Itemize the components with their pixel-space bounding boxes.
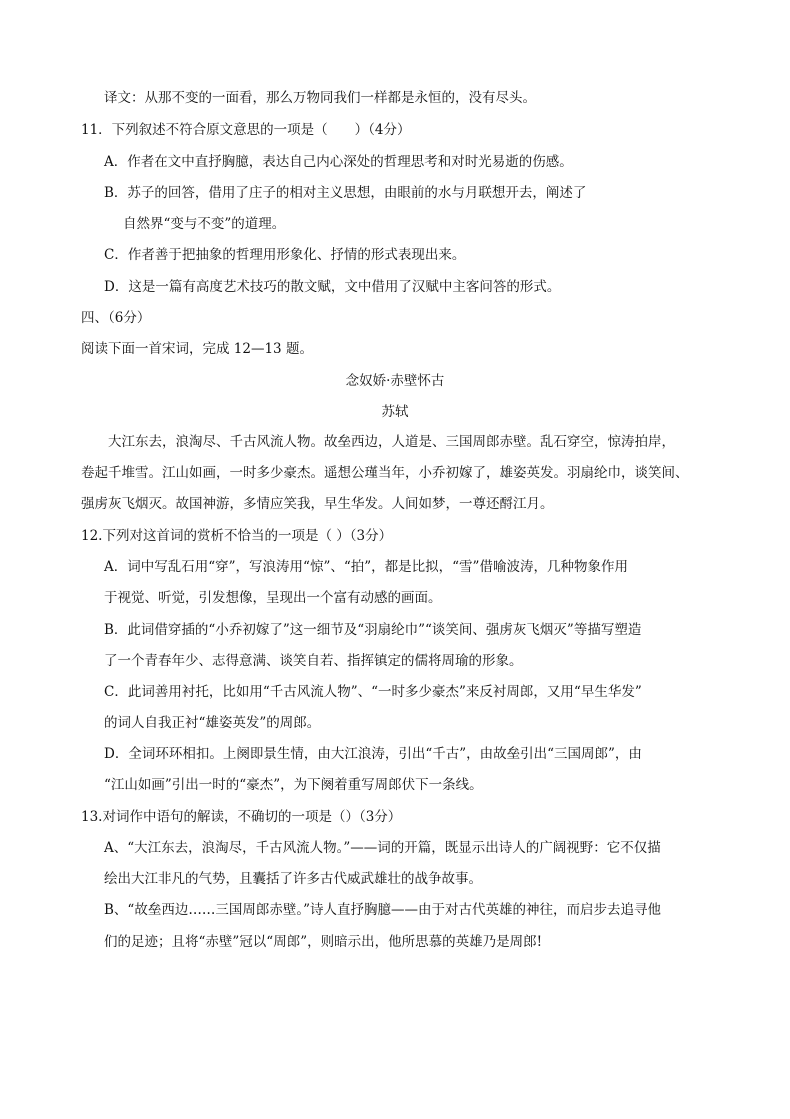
question-11-option-b-cont: 自然界“变与不变”的道理。: [123, 216, 286, 232]
question-11-option-d: D．这是一篇有高度艺术技巧的散文赋，文中借用了汉赋中主客问答的形式。: [104, 279, 561, 295]
poem-title: 念奴娇·赤壁怀古: [345, 373, 445, 389]
question-13-option-b-cont: 们的足迹；且将“赤壁”冠以“周郎”，则暗示出，他所思慕的英雄乃是周郎!: [104, 934, 543, 950]
question-12-option-b: B．此词借穿插的“小乔初嫁了”这一细节及“羽扇纶巾”“谈笑间、强虏灰飞烟灭”等描写塑造: [104, 622, 642, 638]
question-11-stem: 11．下列叙述不符合原文意思的一项是（ ）（4分）: [81, 122, 411, 138]
question-13-option-a-cont: 绘出大江非凡的气势，且囊括了许多古代威武雄壮的战争故事。: [104, 871, 482, 887]
question-11-option-a: A．作者在文中直抒胸臆，表达自己内心深处的哲理思考和对时光易逝的伤感。: [104, 154, 573, 170]
question-12-option-c-cont: 的词人自我正衬“雄姿英发”的周郎。: [104, 715, 321, 731]
translation-line: 译文：从那不变的一面看，那么万物同我们一样都是永恒的，没有尽头。: [104, 90, 536, 106]
question-12-option-d-cont: “江山如画”引出一时的“豪杰”，为下阕着重写周郎伏下一条线。: [104, 777, 483, 793]
poem-line-3: 强虏灰飞烟灭。故国神游，多情应笑我，早生华发。人间如梦，一尊还酹江月。: [81, 496, 554, 512]
question-12-option-a-cont: 于视觉、听觉，引发想像，呈现出一个富有动感的画面。: [104, 590, 442, 606]
question-12-stem: 12.下列对这首词的赏析不恰当的一项是（ ）（3分）: [81, 528, 393, 544]
question-12-option-d: D．全词环环相扣。上阕即景生情，由大江浪涛，引出“千古”，由故垒引出“三国周郎”，由: [104, 746, 642, 762]
question-11-option-c: C．作者善于把抽象的哲理用形象化、抒情的形式表现出来。: [104, 247, 466, 263]
question-11-option-b: B．苏子的回答，借用了庄子的相对主义思想，由眼前的水与月联想开去，阐述了: [104, 185, 587, 201]
question-12-option-c: C．此词善用衬托，比如用“千古风流人物”、“一时多少豪杰”来反衬周郎，又用“早生华发”: [104, 684, 642, 700]
poem-line-1: 大江东去，浪淘尽、千古风流人物。故垒西边，人道是、三国周郎赤壁。乱石穿空，惊涛拍岸，: [108, 434, 675, 450]
question-12-option-b-cont: 了一个青春年少、志得意满、谈笑自若、指挥镇定的儒将周瑜的形象。: [104, 653, 523, 669]
question-12-option-a: A．词中写乱石用“穿”，写浪涛用“惊”、“拍”，都是比拟，“雪”借喻波涛，几种物象作用: [104, 559, 628, 575]
question-13-stem: 13.对词作中语句的解读，不确切的一项是（）（3分）: [81, 809, 402, 825]
poem-line-2: 卷起千堆雪。江山如画，一时多少豪杰。遥想公瑾当年，小乔初嫁了，雄姿英发。羽扇纶巾，谈笑间、: [81, 465, 689, 481]
question-13-option-b: B、“故垒西边……三国周郎赤壁。”诗人直抒胸臆——由于对古代英雄的神往，而启步去追寻他: [104, 902, 661, 918]
section-4-intro: 阅读下面一首宋词，完成 12—13 题。: [81, 341, 313, 357]
question-13-option-a: A、“大江东去，浪淘尽，千古风流人物。”——词的开篇，既显示出诗人的广阔视野：它不仅描: [104, 840, 661, 856]
section-4-heading: 四、（6分）: [81, 310, 151, 326]
poem-author: 苏轼: [381, 404, 409, 420]
